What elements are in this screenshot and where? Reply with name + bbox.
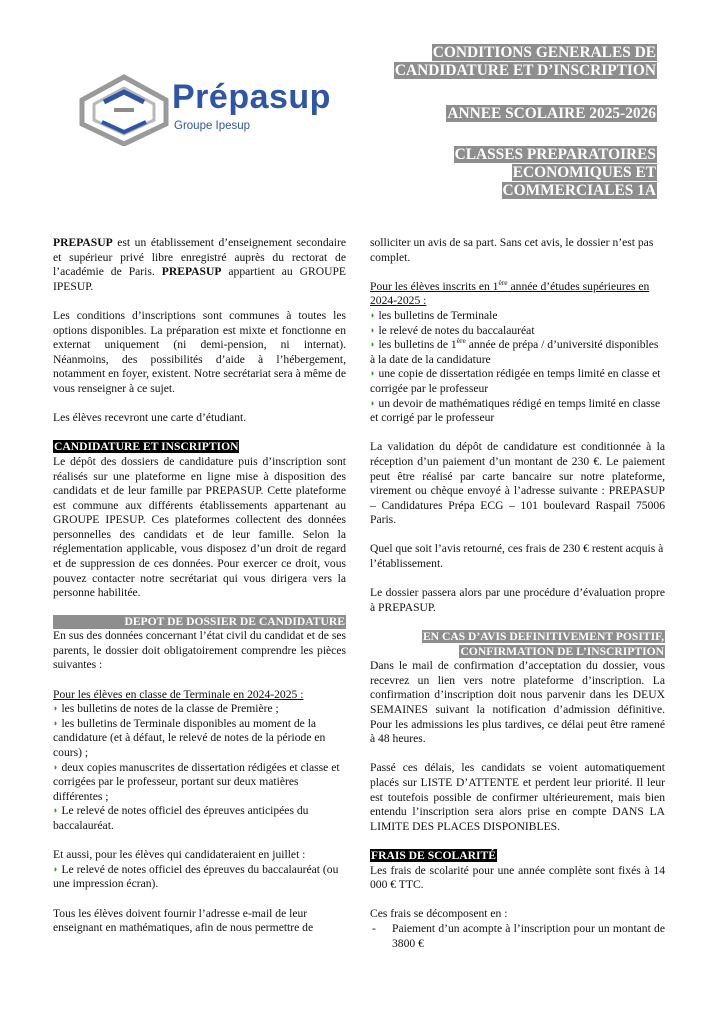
first-year-heading: Pour les élèves inscrits en 1ère année d’études supérieures en 2024-2025 : <box>370 277 650 308</box>
conditions-paragraph: Les conditions d’inscriptions sont communes à toutes les options disponibles. La préparation est mixte et fonctionne en externat uniquement (ni demi-pension, ni internat). Néanmoins, des possibilités d’aide à l’hébergement, notamment en foyer, existent. Notre secrétariat sera à même de vous renseigner à ce sujet. <box>53 308 346 395</box>
fees-kept-paragraph: Quel que soit l’avis retourné, ces frais de 230 € restent acquis à l’établissement. <box>370 542 664 571</box>
positive-heading: EN CAS D’AVIS DEFINITIVEMENT POSITIF, CONFIRMATION DE L’INSCRIPTION <box>422 630 664 658</box>
intro-paragraph: PREPASUP est un établissement d’enseignement secondaire et supérieur privé libre enregistré auprès du rectorat de l’académie de Paris. PREPASUP appartient au GROUPE IPESUP. <box>53 236 347 293</box>
candidature-heading: CANDIDATURE ET INSCRIPTION <box>54 440 239 454</box>
bullet-icon: ◗ <box>370 397 376 408</box>
bullet-icon: ◗ <box>53 863 59 874</box>
bullet-icon: ◗ <box>53 717 59 728</box>
title-line-2: CANDIDATURE ET D’INSCRIPTION <box>394 62 656 79</box>
bullet-icon: ◗ <box>53 761 59 772</box>
classes-block <box>357 146 657 200</box>
title-block <box>357 44 657 80</box>
list-item: ◗ le relevé de notes du baccalauréat <box>370 323 535 337</box>
left-column <box>53 236 346 936</box>
right-column <box>370 236 665 951</box>
fees-breakdown-paragraph: Ces frais se décomposent en : <box>370 907 508 921</box>
list-item: ◗ un devoir de mathématiques rédigé en temps limité en classe et corrigé par le professeur <box>370 396 661 425</box>
title-line-1: CONDITIONS GENERALES DE <box>432 44 656 61</box>
depot-paragraph: En sus des données concernant l’état civil du candidat et de ses parents, le dossier doit obligatoirement comprendre les pièces suivantes : <box>53 629 346 672</box>
bullet-icon: ◗ <box>53 703 59 714</box>
logo-subtitle: Groupe Ipesup <box>174 120 251 132</box>
fees-paragraph: Les frais de scolarité pour une année complète sont fixés à 14 000 € TTC. <box>370 863 665 892</box>
classes-line-1: CLASSES PREPARATOIRES <box>454 146 656 163</box>
list-item: ◗ les bulletins de 1ère année de prépa / d’université disponibles à la date de la candidature <box>370 336 659 366</box>
classes-line-3: COMMERCIALES 1A <box>502 182 656 199</box>
prepasup-logo <box>74 74 346 146</box>
email-paragraph: Tous les élèves doivent fournir l’adresse e-mail de leur enseignant en mathématiques, afin de nous permettre de <box>53 906 314 935</box>
payment-paragraph: La validation du dépôt de candidature est conditionnée à la réception d’un paiement d’un montant de 230 €. Le paiement peut être réalisé par carte bancaire sur notre plateforme, virement ou chèque envoyé à l’adresse suivante : PREPASUP – Candidatures Prépa ECG – 101 boulevard Raspail 75006 Paris. <box>370 440 665 527</box>
fees-heading: FRAIS DE SCOLARITÉ <box>371 848 496 862</box>
list-item: ◗ Le relevé de notes officiel des épreuves du baccalauréat (ou une impression écran). <box>53 862 339 891</box>
bullet-icon: ◗ <box>370 324 376 335</box>
bullet-icon: ◗ <box>370 368 376 379</box>
positive-paragraph: Dans le mail de confirmation d’acceptation du dossier, vous recevrez un lien vers notre plateforme d’inscription. La confirmation d’inscription doit nous parvenir dans les DEUX SEMAINES suivant la notification d’admission définitive. Pour les admissions les plus tardives, ce délai peut être ramené à 48 heures. <box>370 659 665 746</box>
list-item: - Paiement d’un acompte à l’inscription pour un montant de 3800 € <box>372 921 665 950</box>
hexagon-logo-icon <box>74 74 174 146</box>
bullet-icon: ◗ <box>53 805 59 816</box>
list-item: ◗ les bulletins de Terminale <box>370 308 498 322</box>
list-item: ◗ Le relevé de notes officiel des épreuves anticipées du baccalauréat. <box>53 804 309 832</box>
student-card-paragraph: Les élèves recevront une carte d’étudiant. <box>53 411 247 425</box>
waitlist-paragraph: Passé ces délais, les candidats se voient automatiquement placés sur LISTE D’ATTENTE et perdent leur priorité. Il leur est toutefois possible de confirmer ultérieurement, mais bien entendu l’inscription sera alors prise en compte DANS LA LIMITE DES PLACES DISPONIBLES. <box>370 761 665 833</box>
bullet-icon: ◗ <box>370 339 376 350</box>
depot-heading: DEPOT DE DOSSIER DE CANDIDATURE <box>53 615 346 629</box>
candidature-paragraph: Le dépôt des dossiers de candidature puis d’inscription sont réalisés sur une plateforme en ligne mise à disposition des candidats et de leur famille par PREPASUP. Cette plateforme est commune aux différents établissements appartenant au GROUPE IPESUP. Ces plateformes collectent des données personnelles des candidats et de leur famille. Selon la réglementation applicable, vous disposez d’un droit de regard et de suppression de ces données. Pour exercer ce droit, vous pouvez contacter notre secrétariat qui vous dirigera vers la personne habilitée. <box>53 454 346 600</box>
logo-text: Prépasup <box>172 78 331 116</box>
list-item: ◗ les bulletins de Terminale disponibles au moment de la candidature (et à défaut, le relevé de notes de la période en cours) ; <box>53 716 326 759</box>
school-year: ANNEE SCOLAIRE 2025-2026 <box>447 105 656 122</box>
year-block <box>357 105 657 123</box>
classes-line-2: ECONOMIQUES ET <box>512 164 656 181</box>
july-heading: Et aussi, pour les élèves qui candidateraient en juillet : <box>53 848 306 862</box>
terminale-heading: Pour les élèves en classe de Terminale en 2024-2025 : <box>53 687 304 701</box>
continuation-paragraph: solliciter un avis de sa part. Sans cet avis, le dossier n’est pas complet. <box>370 236 654 264</box>
evaluation-paragraph: Le dossier passera alors par une procédure d’évaluation propre à PREPASUP. <box>370 586 665 614</box>
bullet-icon: ◗ <box>370 309 376 320</box>
list-item: ◗ une copie de dissertation rédigée en temps limité en classe et corrigée par le professeur <box>370 367 661 395</box>
list-item: ◗ deux copies manuscrites de dissertation rédigées et classe et corrigées par le professeur, portant sur deux matières différentes ; <box>53 760 340 803</box>
list-item: ◗ les bulletins de notes de la classe de Première ; <box>53 702 279 716</box>
